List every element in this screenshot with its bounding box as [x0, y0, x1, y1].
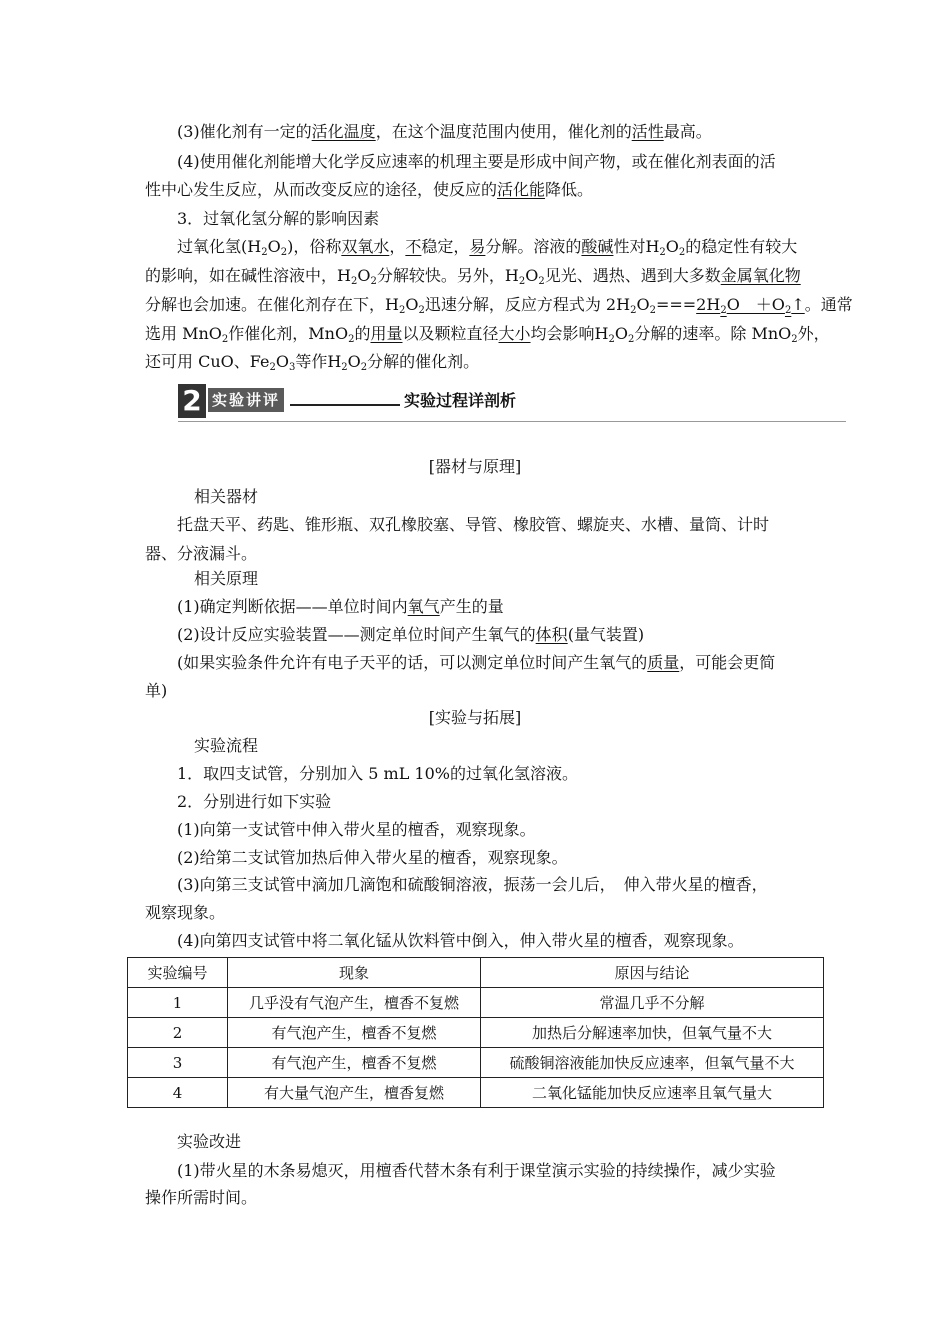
principle-item-1: (1)确定判断依据——单位时间内氧气产生的量	[177, 597, 504, 616]
sub-step-3-line-1: (3)向第三支试管中滴加几滴饱和硫酸铜溶液，振荡一会儿后， 伸入带火星的檀香，	[177, 875, 768, 894]
table-cell: 2	[128, 1018, 228, 1048]
section-number-badge: 2	[178, 384, 206, 418]
table-cell: 有气泡产生，檀香不复燃	[228, 1018, 481, 1048]
table-cell: 有大量气泡产生，檀香复燃	[228, 1078, 481, 1108]
h2o2-paragraph-line-2: 的影响，如在碱性溶液中，$H_2O_2$分解较快。另外，$H_2O_2$见光、遇热、遇到大多数金属氧化物	[145, 266, 801, 287]
h2o2-factors-heading: 3．过氧化氢分解的影响因素	[177, 209, 380, 228]
principle-title: 相关原理	[194, 569, 259, 588]
flow-step-2: 2．分别进行如下实验	[177, 792, 332, 811]
banner-divider	[178, 421, 846, 422]
table-row	[128, 988, 824, 1018]
table-header-cell: 现象	[228, 958, 481, 988]
table-cell: 硫酸铜溶液能加快反应速率，但氧气量不大	[481, 1048, 824, 1078]
catalyst-temperature-line: (3)催化剂有一定的活化温度，在这个温度范围内使用，催化剂的活性最高。	[177, 122, 712, 141]
banner-dash-line	[290, 404, 400, 406]
table-row	[128, 1048, 824, 1078]
flow-step-1: 1．取四支试管，分别加入 5 mL 10%的过氧化氢溶液。	[177, 764, 578, 783]
flow-title: 实验流程	[194, 736, 259, 755]
experiment-heading: [实验与拓展]	[428, 708, 522, 727]
principle-item-3-line-2: 单)	[145, 681, 168, 700]
principle-item-2: (2)设计反应实验装置——测定单位时间产生氧气的体积(量气装置)	[177, 625, 645, 644]
table-cell: 加热后分解速率加快，但氧气量不大	[481, 1018, 824, 1048]
principle-item-3-line-1: (如果实验条件允许有电子天平的话，可以测定单位时间产生氧气的质量，可能会更简	[177, 653, 776, 672]
section-title: 实验过程详剖析	[404, 391, 517, 410]
sub-step-3-line-2: 观察现象。	[145, 903, 226, 922]
table-cell: 二氧化锰能加快反应速率且氧气量大	[481, 1078, 824, 1108]
sub-step-2: (2)给第二支试管加热后伸入带火星的檀香，观察现象。	[177, 848, 568, 867]
table-header-row	[128, 958, 824, 988]
table-cell: 常温几乎不分解	[481, 988, 824, 1018]
sub-step-1: (1)向第一支试管中伸入带火星的檀香，观察现象。	[177, 820, 536, 839]
table-cell: 有气泡产生，檀香不复燃	[228, 1048, 481, 1078]
sub-step-4: (4)向第四支试管中将二氧化锰从饮料管中倒入，伸入带火星的檀香，观察现象。	[177, 931, 744, 950]
table-cell: 几乎没有气泡产生，檀香不复燃	[228, 988, 481, 1018]
h2o2-paragraph-line-5: 还可用 CuO、$Fe_2O_3$等作$H_2O_2$分解的催化剂。	[145, 352, 480, 373]
h2o2-paragraph-line-1: 过氧化氢$(H_2O_2)$，俗称双氧水，不稳定，易分解。溶液的酸碱性对$H_2O_2$的稳定性有较大	[177, 237, 798, 258]
equipment-title: 相关器材	[194, 487, 259, 506]
table-cell: 1	[128, 988, 228, 1018]
section-banner	[178, 384, 846, 422]
section-label: 实验讲评	[208, 388, 284, 412]
improvement-line-2: 操作所需时间。	[145, 1188, 258, 1207]
table-cell: 3	[128, 1048, 228, 1078]
catalyst-mechanism-line-2: 性中心发生反应，从而改变反应的途径，使反应的活化能降低。	[145, 180, 594, 199]
h2o2-paragraph-line-4: 选用 MnO$_2$作催化剂，MnO$_2$的用量以及颗粒直径大小均会影响$H_2O_2$分解的速率。除 MnO$_2$外，	[145, 324, 830, 345]
results-table	[127, 957, 824, 1108]
table-row	[128, 1018, 824, 1048]
equipment-principle-heading: [器材与原理]	[428, 457, 522, 476]
table-header-cell: 实验编号	[128, 958, 228, 988]
catalyst-mechanism-line-1: (4)使用催化剂能增大化学反应速率的机理主要是形成中间产物，或在催化剂表面的活	[177, 152, 776, 171]
table-row	[128, 1078, 824, 1108]
improvement-line-1: (1)带火星的木条易熄灭，用檀香代替木条有利于课堂演示实验的持续操作，减少实验	[177, 1161, 776, 1180]
equipment-list-line-2: 器、分液漏斗。	[145, 544, 258, 563]
table-cell: 4	[128, 1078, 228, 1108]
table-header-cell: 原因与结论	[481, 958, 824, 988]
improvement-title: 实验改进	[177, 1132, 242, 1151]
h2o2-paragraph-line-3: 分解也会加速。在催化剂存在下，$H_2O_2$迅速分解，反应方程式为 $2H_2O_2===2H_2O$ $+O_2↑$。通常	[145, 295, 853, 316]
equipment-list-line-1: 托盘天平、药匙、锥形瓶、双孔橡胶塞、导管、橡胶管、螺旋夹、水槽、量筒、计时	[177, 515, 770, 534]
